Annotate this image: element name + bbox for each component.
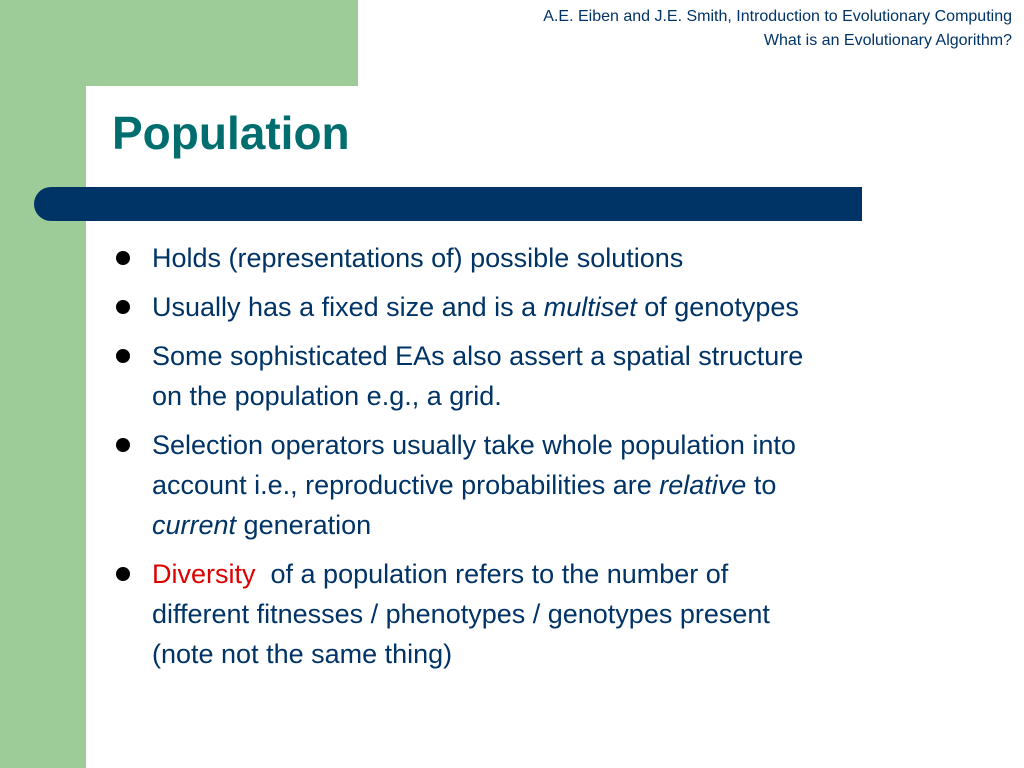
bullet-text: Holds (representations of) possible solutions <box>152 243 684 273</box>
header-citation: A.E. Eiben and J.E. Smith, Introduction to Evolutionary Computing <box>543 8 1012 25</box>
diversity-term: Diversity <box>152 559 256 589</box>
bullet-text: different fitnesses / phenotypes / genotypes present <box>152 599 770 629</box>
bullet-text: (note not the same thing) <box>152 639 453 669</box>
bullet-item <box>112 238 992 278</box>
title-rule-bar <box>34 187 862 221</box>
bullet-list <box>112 238 992 683</box>
bullet-item <box>112 336 992 416</box>
bullet-dot-icon <box>116 300 130 314</box>
bullet-text: Usually has a fixed size and is a <box>152 292 544 322</box>
bullet-text: on the population e.g., a grid. <box>152 381 502 411</box>
bullet-emphasis: multiset <box>543 292 637 322</box>
header-chapter: What is an Evolutionary Algorithm? <box>763 32 1012 49</box>
slide-title: Population <box>112 107 350 159</box>
bullet-text: Selection operators usually take whole population into <box>152 430 796 460</box>
bullet-dot-icon <box>116 438 130 452</box>
bullet-dot-icon <box>116 567 130 581</box>
bullet-item <box>112 425 992 545</box>
bullet-emphasis: relative <box>659 470 747 500</box>
bullet-text: Some sophisticated EAs also assert a spatial structure <box>152 341 804 371</box>
bullet-emphasis: current <box>152 510 237 540</box>
bullet-text: account i.e., reproductive probabilities are <box>152 470 660 500</box>
bullet-item <box>112 287 992 327</box>
bullet-item <box>112 554 992 674</box>
bullet-text: of genotypes <box>636 292 799 322</box>
bullet-dot-icon <box>116 349 130 363</box>
bullet-text: of a population refers to the number of <box>255 559 729 589</box>
bullet-dot-icon <box>116 251 130 265</box>
bullet-text: generation <box>236 510 372 540</box>
green-band-top <box>0 0 358 86</box>
green-band-left <box>0 0 86 768</box>
bullet-text: to <box>746 470 777 500</box>
